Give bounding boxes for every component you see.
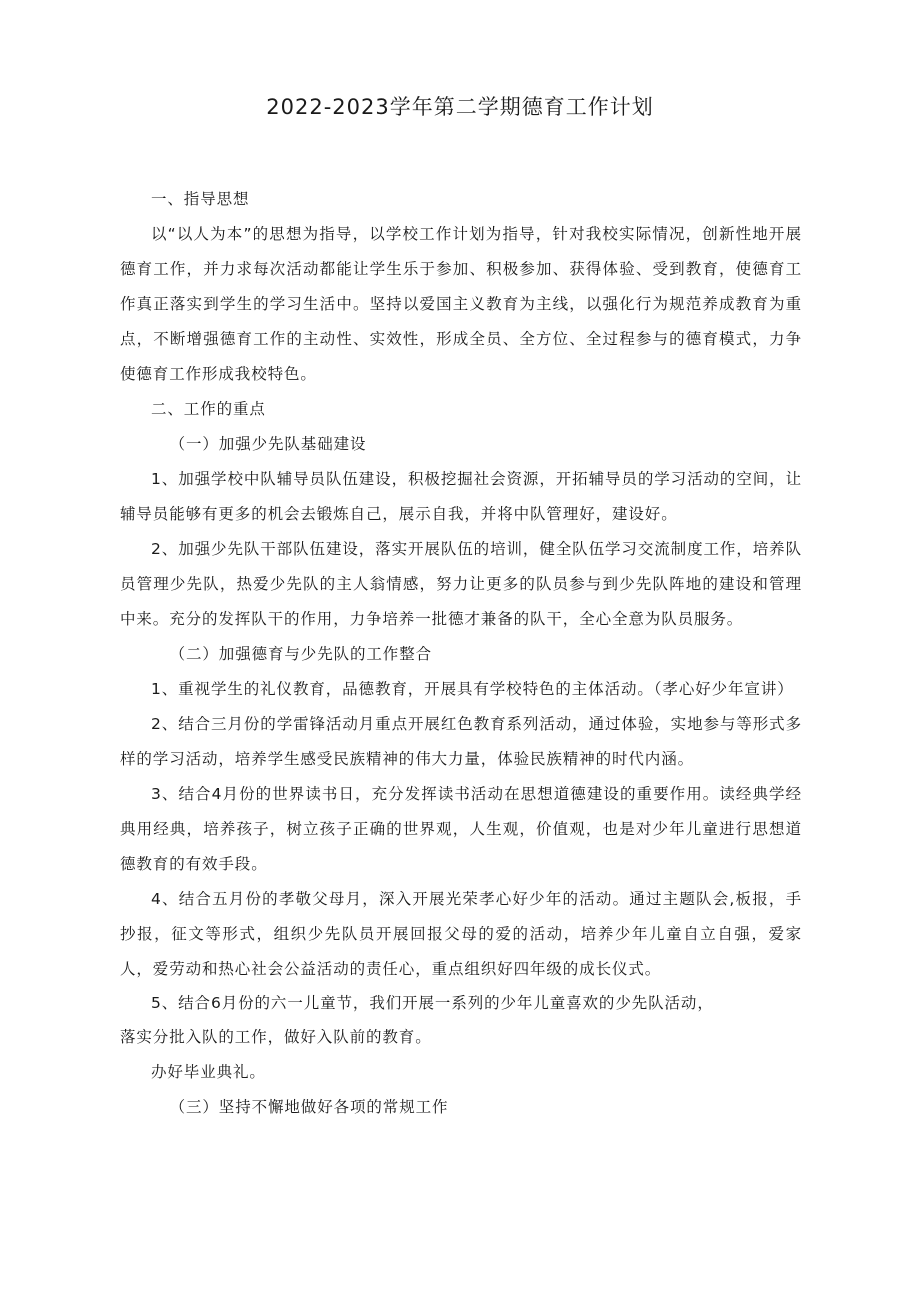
paragraph-item-3-reading: 3、结合4月份的世界读书日，充分发挥读书活动在思想道德建设的重要作用。读经典学经典用经典，培养孩子，树立孩子正确的世界观，人生观，价值观，也是对少年儿童进行思想道德教育的有效手段。 <box>120 785 802 873</box>
paragraph-graduation: 办好毕业典礼。 <box>151 1063 266 1081</box>
page-title: 2022-2023学年第二学期德育工作计划 <box>266 95 654 119</box>
paragraph-guiding-ideology: 以“以人为本”的思想为指导，以学校工作计划为指导，针对我校实际情况，创新性地开展德育工作，并力求每次活动都能让学生乐于参加、积极参加、获得体验、受到教育，使德育工作真正落实到学生的学习生活中。坚持以爱国主义教育为主线，以强化行为规范养成教育为重点，不断增强德育工作的主动性、实效性，形成全员、全方位、全过程参与的德育模式，力争使德育工作形成我校特色。 <box>120 225 802 383</box>
document-body <box>120 182 802 1125</box>
paragraph-item-5-childrens-day: 5、结合6月份的六一儿童节，我们开展一系列的少年儿童喜欢的少先队活动， <box>151 994 714 1012</box>
section-heading-work-focus: 二、工作的重点 <box>151 400 266 418</box>
paragraph-item-4-filial: 4、结合五月份的孝敬父母月，深入开展光荣孝心好少年的活动。通过主题队会,板报，手抄报，征文等形式，组织少先队员开展回报父母的爱的活动，培养少年儿童自立自强，爱家人，爱劳动和热心社会公益活动的责任心，重点组织好四年级的成长仪式。 <box>120 890 802 978</box>
paragraph-item-2-cadres: 2、加强少先队干部队伍建设，落实开展队伍的培训，健全队伍学习交流制度工作，培养队员管理少先队，热爱少先队的主人翁情感，努力让更多的队员参与到少先队阵地的建设和管理中来。充分的发挥队干的作用，力争培养一批德才兼备的队干，全心全意为队员服务。 <box>120 540 802 628</box>
paragraph-item-5-continuation: 落实分批入队的工作，做好入队前的教育。 <box>120 1028 432 1046</box>
paragraph-item-1-counselors: 1、加强学校中队辅导员队伍建设，积极挖掘社会资源，开拓辅导员的学习活动的空间，让辅导员能够有更多的机会去锻炼自己，展示自我，并将中队管理好，建设好。 <box>120 470 802 523</box>
subsection-heading-routine-work: （三）坚持不懈地做好各项的常规工作 <box>169 1098 449 1116</box>
paragraph-item-1-etiquette: 1、重视学生的礼仪教育，品德教育，开展具有学校特色的主体活动。（孝心好少年宣讲） <box>151 680 794 698</box>
section-heading-guiding-ideology: 一、指导思想 <box>151 190 250 208</box>
subsection-heading-pioneer-foundation: （一）加强少先队基础建设 <box>169 435 367 453</box>
subsection-heading-integration: （二）加强德育与少先队的工作整合 <box>169 645 432 663</box>
paragraph-item-2-leifeng: 2、结合三月份的学雷锋活动月重点开展红色教育系列活动，通过体验，实地参与等形式多样的学习活动，培养学生感受民族精神的伟大力量，体验民族精神的时代内涵。 <box>120 715 802 768</box>
